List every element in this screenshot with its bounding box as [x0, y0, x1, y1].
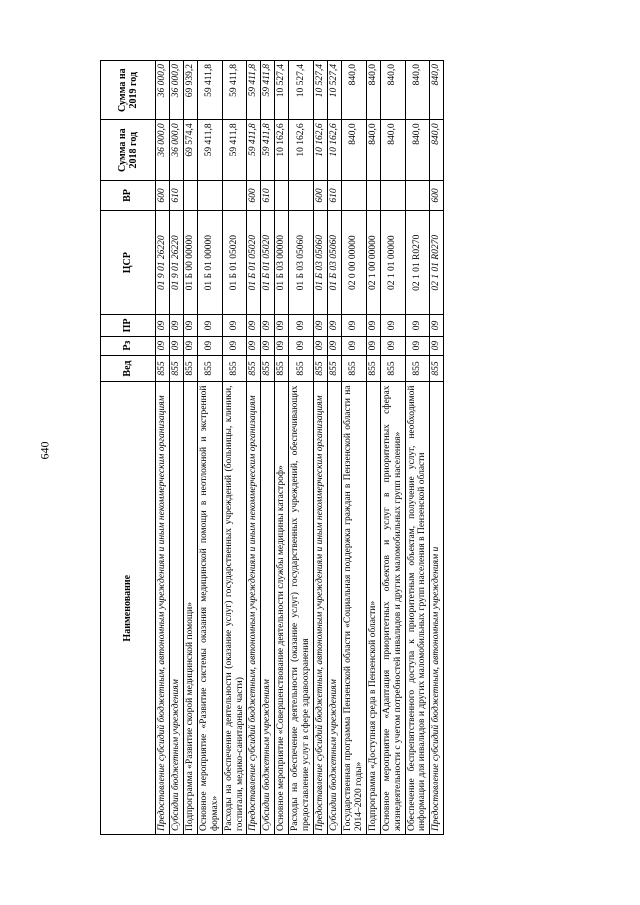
row-pr: 09	[366, 315, 380, 336]
row-vr: 610	[261, 180, 275, 210]
row-sum-2018: 59 411,8	[222, 120, 247, 180]
row-sum-2019: 59 411,8	[261, 61, 275, 120]
row-sum-2018: 10 162,6	[314, 120, 328, 180]
table-row	[430, 61, 444, 835]
row-vr	[366, 180, 380, 210]
row-sum-2018: 840,0	[341, 120, 366, 180]
row-ved: 855	[314, 355, 328, 382]
header-csr: ЦСР	[101, 211, 156, 315]
row-csr: 02 1 01 R0270	[405, 211, 430, 315]
row-rz: 09	[197, 336, 222, 355]
header-rz: Рз	[101, 336, 156, 355]
row-ved: 855	[247, 355, 261, 382]
row-sum-2018: 10 162,6	[289, 120, 314, 180]
row-pr: 09	[380, 315, 405, 336]
row-ved: 855	[169, 355, 183, 382]
row-rz: 09	[275, 336, 289, 355]
row-vr	[275, 180, 289, 210]
row-rz: 09	[156, 336, 170, 355]
row-name: Предоставление субсидий бюджетным, автономным учреждениям и	[430, 382, 444, 835]
row-vr	[183, 180, 197, 210]
row-csr: 01 Б 03 05060	[327, 211, 341, 315]
table-row	[156, 61, 170, 835]
row-name: Субсидии бюджетным учреждениям	[169, 382, 183, 835]
row-sum-2019: 840,0	[366, 61, 380, 120]
row-rz: 09	[247, 336, 261, 355]
row-sum-2019: 840,0	[430, 61, 444, 120]
header-vr: ВР	[101, 180, 156, 210]
row-sum-2019: 10 527,4	[275, 61, 289, 120]
row-rz: 09	[366, 336, 380, 355]
row-ved: 855	[222, 355, 247, 382]
row-name: Основное мероприятие «Развитие системы оказания медицинской помощи в неотложной и экстренной формах»	[197, 382, 222, 835]
row-ved: 855	[261, 355, 275, 382]
row-csr: 02 1 01 00000	[380, 211, 405, 315]
row-sum-2018: 10 162,6	[275, 120, 289, 180]
row-sum-2019: 840,0	[405, 61, 430, 120]
row-vr	[341, 180, 366, 210]
row-sum-2019: 840,0	[341, 61, 366, 120]
row-sum-2019: 10 527,4	[327, 61, 341, 120]
table-row	[366, 61, 380, 835]
rotated-page-content	[100, 60, 580, 835]
row-name: Основное мероприятие «Совершенствование деятельности службы медицины катастроф»	[275, 382, 289, 835]
header-sum-2019: Сумма на 2019 год	[101, 61, 156, 120]
row-csr: 01 9 01 26220	[169, 211, 183, 315]
row-sum-2018: 10 162,6	[327, 120, 341, 180]
row-vr	[197, 180, 222, 210]
row-rz: 09	[261, 336, 275, 355]
row-vr: 600	[314, 180, 328, 210]
row-name: Подпрограмма «Развитие скорой медицинской помощи»	[183, 382, 197, 835]
row-rz: 09	[327, 336, 341, 355]
row-csr: 02 0 00 00000	[341, 211, 366, 315]
row-sum-2019: 36 000,0	[156, 61, 170, 120]
row-rz: 09	[405, 336, 430, 355]
row-name: Предоставление субсидий бюджетным, автономным учреждениям и иным некоммерческим организациям	[156, 382, 170, 835]
row-pr: 09	[341, 315, 366, 336]
row-csr: 01 Б 03 05060	[289, 211, 314, 315]
row-sum-2019: 59 411,8	[222, 61, 247, 120]
row-ved: 855	[289, 355, 314, 382]
header-name: Наименование	[101, 382, 156, 835]
row-sum-2018: 59 411,8	[247, 120, 261, 180]
row-pr: 09	[261, 315, 275, 336]
row-csr: 01 Б 01 05020	[247, 211, 261, 315]
row-vr: 610	[169, 180, 183, 210]
row-vr	[380, 180, 405, 210]
row-rz: 09	[169, 336, 183, 355]
budget-table	[100, 60, 444, 835]
row-sum-2019: 59 411,8	[247, 61, 261, 120]
header-ved: Вед	[101, 355, 156, 382]
row-pr: 09	[247, 315, 261, 336]
row-sum-2018: 59 411,8	[197, 120, 222, 180]
row-pr: 09	[314, 315, 328, 336]
row-csr: 01 Б 00 00000	[183, 211, 197, 315]
row-name: Субсидии бюджетным учреждениям	[261, 382, 275, 835]
row-csr: 01 Б 01 05020	[222, 211, 247, 315]
row-vr: 600	[430, 180, 444, 210]
row-rz: 09	[430, 336, 444, 355]
row-vr: 600	[156, 180, 170, 210]
row-sum-2018: 36 000,0	[169, 120, 183, 180]
row-sum-2019: 69 939,2	[183, 61, 197, 120]
page-number: 640	[37, 441, 52, 460]
row-ved: 855	[366, 355, 380, 382]
row-ved: 855	[405, 355, 430, 382]
row-pr: 09	[156, 315, 170, 336]
row-name: Расходы на обеспечение деятельности (оказание услуг) государственных учреждений, обеспечивающих предоставление услуг в сфере здравоохранения	[289, 382, 314, 835]
row-name: Основное мероприятие «Адаптация приоритетных объектов и услуг в приоритетных сферах жизнедеятельности с учетом потребностей инвалидов и других маломобильных групп населения»	[380, 382, 405, 835]
row-rz: 09	[222, 336, 247, 355]
row-rz: 09	[380, 336, 405, 355]
row-ved: 855	[380, 355, 405, 382]
row-ved: 855	[197, 355, 222, 382]
row-csr: 01 Б 03 05060	[314, 211, 328, 315]
row-rz: 09	[341, 336, 366, 355]
row-sum-2018: 69 574,4	[183, 120, 197, 180]
row-csr: 02 1 01 R0270	[430, 211, 444, 315]
row-sum-2019: 10 527,4	[289, 61, 314, 120]
row-name: Субсидии бюджетным учреждениям	[327, 382, 341, 835]
row-pr: 09	[222, 315, 247, 336]
header-sum-2018: Сумма на 2018 год	[101, 120, 156, 180]
row-csr: 01 Б 01 05020	[261, 211, 275, 315]
row-rz: 09	[289, 336, 314, 355]
row-vr	[289, 180, 314, 210]
row-sum-2019: 36 000,0	[169, 61, 183, 120]
row-name: Расходы на обеспечение деятельности (оказание услуг) государственных учреждений (больницы, клиники, госпитали, медико-санитарные части)	[222, 382, 247, 835]
row-vr: 600	[247, 180, 261, 210]
table-row	[183, 61, 197, 835]
table-header-row	[101, 61, 156, 835]
table-row	[341, 61, 366, 835]
row-name: Предоставление субсидий бюджетным, автономным учреждениям и иным некоммерческим организациям	[247, 382, 261, 835]
row-ved: 855	[275, 355, 289, 382]
row-sum-2019: 59 411,8	[197, 61, 222, 120]
row-sum-2018: 840,0	[430, 120, 444, 180]
row-pr: 09	[275, 315, 289, 336]
row-sum-2019: 840,0	[380, 61, 405, 120]
row-ved: 855	[156, 355, 170, 382]
row-name: Государственная программа Пензенской области «Социальная поддержка граждан в Пензенской области на 2014–2020 годы»	[341, 382, 366, 835]
table-row	[327, 61, 341, 835]
row-ved: 855	[341, 355, 366, 382]
table-row	[261, 61, 275, 835]
row-pr: 09	[289, 315, 314, 336]
table-row	[197, 61, 222, 835]
table-row	[169, 61, 183, 835]
table-row	[380, 61, 405, 835]
row-csr: 02 1 00 00000	[366, 211, 380, 315]
row-sum-2018: 59 411,8	[261, 120, 275, 180]
row-sum-2018: 840,0	[380, 120, 405, 180]
row-ved: 855	[430, 355, 444, 382]
table-row	[314, 61, 328, 835]
row-rz: 09	[314, 336, 328, 355]
row-ved: 855	[183, 355, 197, 382]
header-pr: ПР	[101, 315, 156, 336]
row-vr: 610	[327, 180, 341, 210]
table-row	[405, 61, 430, 835]
row-vr	[405, 180, 430, 210]
row-rz: 09	[183, 336, 197, 355]
row-name: Подпрограмма «Доступная среда в Пензенской области»	[366, 382, 380, 835]
row-ved: 855	[327, 355, 341, 382]
row-pr: 09	[430, 315, 444, 336]
row-pr: 09	[197, 315, 222, 336]
row-sum-2018: 840,0	[405, 120, 430, 180]
row-sum-2018: 840,0	[366, 120, 380, 180]
row-pr: 09	[169, 315, 183, 336]
table-row	[222, 61, 247, 835]
row-csr: 01 Б 03 00000	[275, 211, 289, 315]
row-pr: 09	[327, 315, 341, 336]
row-csr: 01 9 01 26220	[156, 211, 170, 315]
table-row	[275, 61, 289, 835]
row-pr: 09	[405, 315, 430, 336]
row-name: Обеспечение беспрепятственного доступа к приоритетным объектам, получение услуг, необходимой информации для инвалидов и других маломобильных групп населения в Пензенской области	[405, 382, 430, 835]
row-sum-2019: 10 527,4	[314, 61, 328, 120]
table-row	[289, 61, 314, 835]
row-name: Предоставление субсидий бюджетным, автономным учреждениям и иным некоммерческим организациям	[314, 382, 328, 835]
table-row	[247, 61, 261, 835]
row-pr: 09	[183, 315, 197, 336]
row-vr	[222, 180, 247, 210]
row-csr: 01 Б 01 00000	[197, 211, 222, 315]
row-sum-2018: 36 000,0	[156, 120, 170, 180]
